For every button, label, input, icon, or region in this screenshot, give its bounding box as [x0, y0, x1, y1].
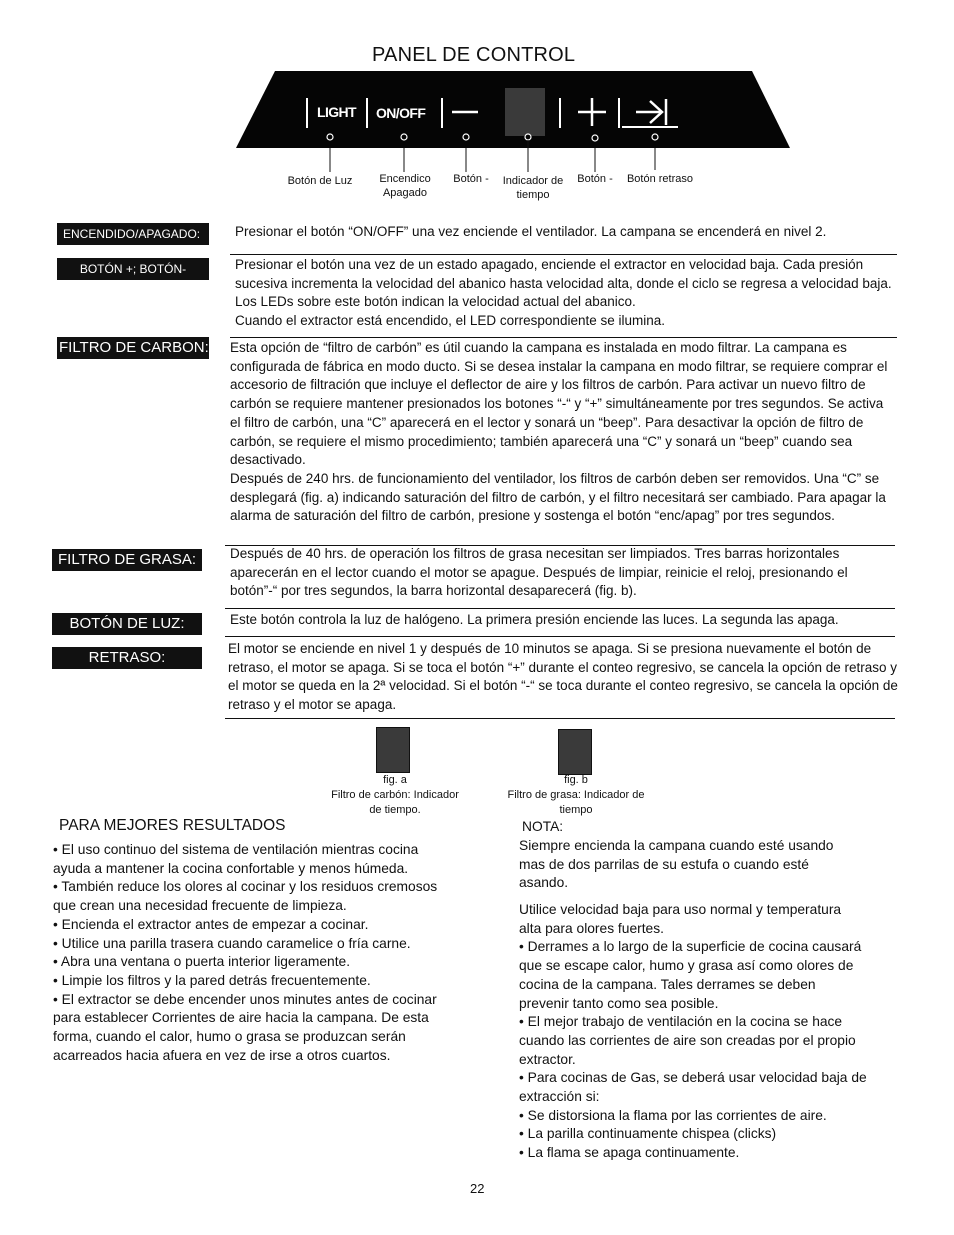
section-tag-grease-filter: FILTRO DE GRASA:	[52, 549, 202, 571]
note-text-1: Siempre encienda la campana cuando esté usando mas de dos parrilas de su estufa o cuando esté asando.	[519, 838, 834, 891]
divider	[230, 337, 897, 338]
note-text-2: Utilice velocidad baja para uso normal y temperatura alta para olores fuertes. • Derrames a lo largo de la superficie de cocina causará que se escape calor, humo y grasa así como olores de cocina de la campana. Tales derrames se deben prevenir tanto como sea posible. • El mejor trabajo de ventilación en la cocina se hace cuando las corrientes de aire son creadas por el propio extractor. • Para cocinas de Gas, se deberá usar velocidad baja de extracción si: • Se distorsiona la flama por las corrientes de aire. • La parilla continuamente chispea (clicks) • La flama se apaga continuamente.	[519, 902, 867, 1161]
divider	[225, 718, 895, 719]
section-text-plus-minus: Presionar el botón una vez de un estado apagado, enciende el extractor en velocidad baja. Cada presión sucesiva incrementa la velocidad del abanico hasta velocidad alta, donde el ciclo se regresa a velocidad baja. Los LEDs sobre este botón indican la velocidad actual del abanico. Cuando el extractor está encendido, el LED correspondiente se ilumina.	[235, 257, 892, 329]
figure-b-display	[558, 729, 592, 775]
best-results-text: • El uso continuo del sistema de ventilación mientras cocina ayuda a mantener la cocina confortable y menos húmeda. • También reduce los olores al cocinar y los residuos cremosos que crean una necesidad frecuente de limpieza. • Encienda el extractor antes de empezar a cocinar. • Utilice una parilla trasera cuando caramelice o fría carne. • Abra una ventana o puerta interior ligeramente. • Limpie los filtros y la pared detrás frecuentemente. • El extractor se debe encender unos minutes antes de cocinar para establecer Corrientes de aire hacia la campana. De esta forma, cuando el calor, humo o grasa se produzcan serán acarreados hacia afuera en vez de irse a otros cuartos.	[53, 842, 438, 1063]
label-delay-button: Botón retraso	[626, 173, 694, 185]
divider	[225, 608, 895, 609]
section-text-onoff: Presionar el botón “ON/OFF” una vez enciende el ventilador. La campana se encenderá en nivel 2.	[235, 224, 827, 239]
onoff-button-label: ON/OFF	[376, 105, 426, 121]
section-text-delay: El motor se enciende en nivel 1 y después de 10 minutos se apaga. Si se presiona nuevamente el botón de retraso, el motor se apaga. Si se toca el botón “+” durante el conteo regresivo, se cancela la opción de retraso y el motor se queda en la 2ª velocidad. Si el botón “-“ se toca durante el conteo regresivo, se cancela la opción de retraso y el motor se apaga.	[228, 641, 898, 713]
label-light-button: Botón de Luz	[287, 175, 353, 187]
section-text-carbon-filter: Esta opción de “filtro de carbón” es útil cuando la campana es instalada en modo filtrar. La campana es configurada de fábrica en modo ducto. Si se desea instalar la campana en modo filtrar, se requiere comprar el accesorio de filtración que incluye el deflector de aire y los filtros de carbón. Para activar un nuevo filtro de carbón se requiere mantener presionados los botones “-“ y “+” simultáneamente por tres segundos. Se activa el filtro de carbón, una “C” aparecerá en el lector y sonará un “beep”. Para desactivar la opción de filtro de carbón, se requiere el mismo procedimiento; también aparecerá una “C” y sonará un “beep” cuando sea desactivado. Después de 240 hrs. de funcionamiento del ventilador, los filtros de carbón deben ser removidos. Una “C” se desplegará (fig. a) indicando saturación del filtro de carbón, y el filtro necesitará ser cambiado. Para apagar la alarma de saturación del filtro de carbón, presione y sostenga el botón “enc/apag” por tres segundos.	[230, 340, 888, 524]
label-minus-button: Botón -	[453, 173, 489, 185]
page-title: PANEL DE CONTROL	[372, 44, 576, 66]
figure-a-display	[376, 727, 410, 773]
page-number: 22	[470, 1181, 485, 1196]
section-text-light-button: Este botón controla la luz de halógeno. La primera presión enciende las luces. La segunda las apaga.	[230, 612, 839, 627]
control-panel-illustration	[0, 0, 954, 220]
figure-b-caption: fig. b Filtro de grasa: Indicador de tiempo	[507, 774, 645, 816]
label-onoff-button: Encendico Apagado	[379, 173, 431, 199]
section-tag-plus-minus: BOTÓN +; BOTÓN-	[57, 258, 209, 280]
figure-a-caption: fig. a Filtro de carbón: Indicador de tiempo.	[331, 774, 459, 816]
light-button-label: LIGHT	[317, 104, 356, 120]
section-tag-carbon-filter: FILTRO DE CARBON:	[57, 337, 209, 359]
divider	[225, 636, 895, 637]
best-results-heading: PARA MEJORES RESULTADOS	[59, 817, 286, 834]
note-heading: NOTA:	[522, 819, 564, 834]
section-text-grease-filter: Después de 40 hrs. de operación los filtros de grasa necesitan ser limpiados. Tres barras horizontales aparecerán en el lector cuando el motor se apague. Después de limpiar, reinicie el reloj, presionando el botón”-“ por tres segundos, la barra horizontal desaparecerá (fig. b).	[230, 546, 848, 599]
section-tag-onoff: ENCENDIDO/APAGADO:	[57, 223, 209, 245]
timer-display	[505, 88, 545, 136]
divider	[230, 254, 897, 255]
label-plus-button: Botón -	[577, 173, 613, 185]
label-timer-indicator: Indicador de tiempo	[502, 175, 564, 201]
section-tag-delay: RETRASO:	[52, 647, 202, 669]
section-tag-light-button: BOTÓN DE LUZ:	[52, 613, 202, 635]
